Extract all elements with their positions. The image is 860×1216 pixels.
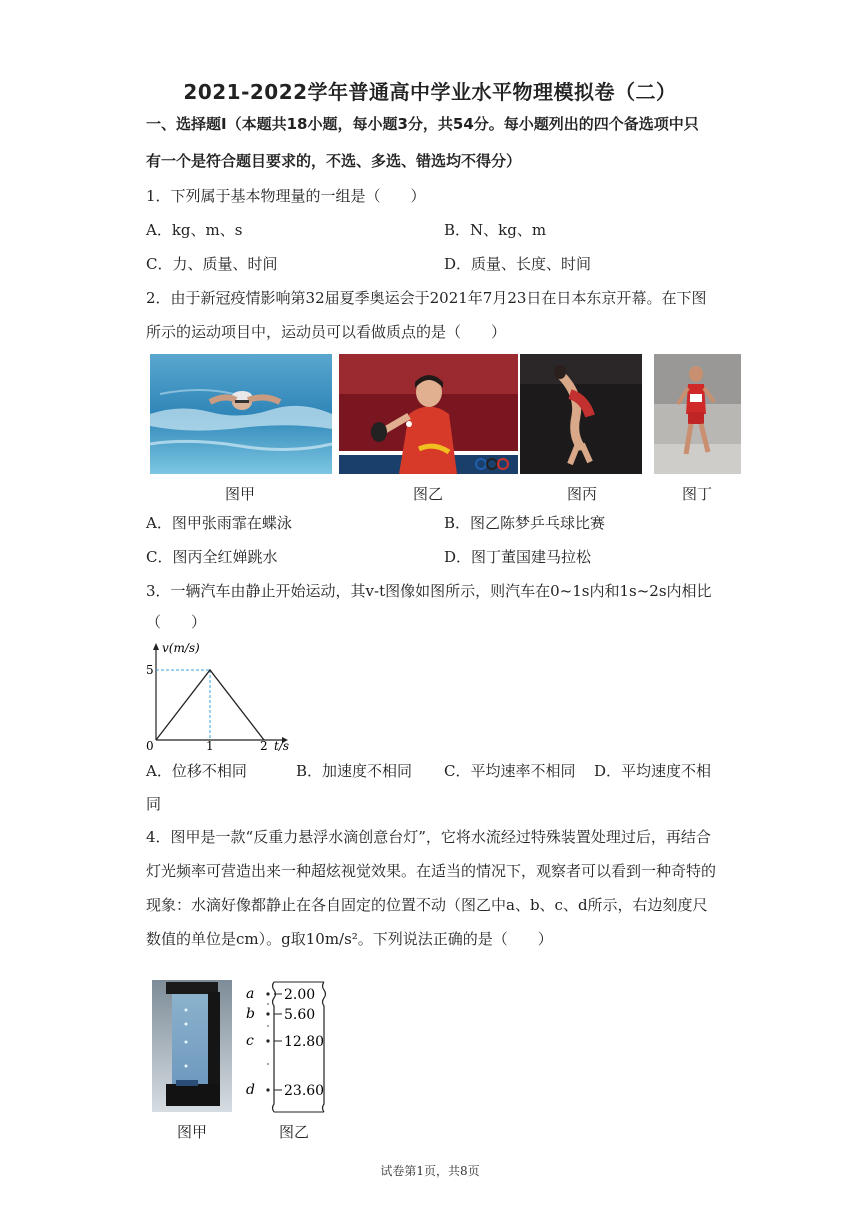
drop-label-d: d <box>246 1082 255 1098</box>
q2-option-c: C．图丙全红婵跳水 <box>146 548 278 566</box>
q4-stem-line3: 现象：水滴好像都静止在各自固定的位置不动（图乙中a、b、c、d所示，右边刻度尺 <box>146 896 708 914</box>
drop-b <box>266 1012 269 1015</box>
q3-option-d-wrap: 同 <box>146 795 162 813</box>
caption-yi: 图乙 <box>412 485 443 503</box>
ruler-left-edge <box>273 982 276 1112</box>
q1-option-c: C．力、质量、时间 <box>146 255 278 273</box>
photo-marathon <box>654 354 741 474</box>
x-axis-label: t/s <box>274 739 290 752</box>
page-footer: 试卷第1页，共8页 <box>380 1164 480 1178</box>
q2-option-a: A．图甲张雨霏在蝶泳 <box>146 514 292 532</box>
y-tick-5: 5 <box>146 663 154 677</box>
ruler-value-a: 2.00 <box>284 987 316 1003</box>
q2-stem-line1: 2．由于新冠疫情影响第32届夏季奥运会于2021年7月23日在日本东京开幕。在下图 <box>146 289 707 307</box>
q1-option-d: D．质量、长度、时间 <box>444 255 592 273</box>
drop-label-c: c <box>246 1033 254 1049</box>
q1-stem: 1．下列属于基本物理量的一组是（ ） <box>146 187 426 205</box>
section-heading-line1: 一、选择题Ⅰ（本题共18小题，每小题3分，共54分。每小题列出的四个备选项中只 <box>146 115 699 133</box>
x-tick-2: 2 <box>260 739 268 752</box>
vt-graph <box>144 640 294 752</box>
ruler-value-d: 23.60 <box>284 1083 325 1099</box>
caption-jia: 图甲 <box>224 485 255 503</box>
caption-bing: 图丙 <box>566 485 597 503</box>
drop-a <box>266 992 269 995</box>
q3-stem-line1: 3．一辆汽车由静止开始运动，其v-t图像如图所示，则汽车在0~1s内和1s~2s内相比 <box>146 582 712 600</box>
drop-label-b: b <box>246 1006 255 1022</box>
x-tick-1: 1 <box>206 739 214 752</box>
q1-option-a: A．kg、m、s <box>146 221 243 239</box>
q1-option-b: B．N、kg、m <box>444 221 547 239</box>
q3-stem-line2: （ ） <box>146 613 207 631</box>
exam-title: 2021-2022学年普通高中学业水平物理模拟卷（二） <box>183 80 677 104</box>
q4-stem-line1: 4．图甲是一款“反重力悬浮水滴创意台灯”，它将水流经过特殊装置处理过后，再结合 <box>146 828 711 846</box>
q2-stem-line2: 所示的运动项目中，运动员可以看做质点的是（ ） <box>146 323 507 341</box>
q3-option-b: B．加速度不相同 <box>296 762 413 780</box>
ruler-value-c: 12.80 <box>284 1034 325 1050</box>
ruler-figure <box>238 976 338 1116</box>
caption-ruler: 图乙 <box>278 1123 309 1141</box>
drop-c <box>266 1039 269 1042</box>
drop-label-a: a <box>246 986 255 1002</box>
q3-option-d: D．平均速度不相 <box>594 762 712 780</box>
caption-lamp: 图甲 <box>176 1123 207 1141</box>
photo-diving <box>520 354 642 474</box>
drop-d <box>266 1088 269 1091</box>
ruler-value-b: 5.60 <box>284 1007 316 1023</box>
caption-ding: 图丁 <box>681 485 712 503</box>
x-tick-0: 0 <box>146 739 154 752</box>
section-heading-line2: 有一个是符合题目要求的，不选、多选、错选均不得分） <box>146 152 522 170</box>
q3-option-c: C．平均速率不相同 <box>444 762 576 780</box>
q2-option-d: D．图丁董国建马拉松 <box>444 548 592 566</box>
y-axis-arrow <box>153 643 159 650</box>
q2-option-b: B．图乙陈梦乒乓球比赛 <box>444 514 606 532</box>
q4-stem-line4: 数值的单位是cm）。g取10m/s²。下列说法正确的是（ ） <box>146 930 553 948</box>
q3-option-a: A．位移不相同 <box>146 762 247 780</box>
photo-lamp <box>152 980 232 1112</box>
y-axis-label: v(m/s) <box>162 641 200 655</box>
q4-stem-line2: 灯光频率可营造出来一种超炫视觉效果。在适当的情况下，观察者可以看到一种奇特的 <box>146 862 717 880</box>
photo-swimmer <box>150 354 332 474</box>
photo-table-tennis <box>339 354 518 474</box>
